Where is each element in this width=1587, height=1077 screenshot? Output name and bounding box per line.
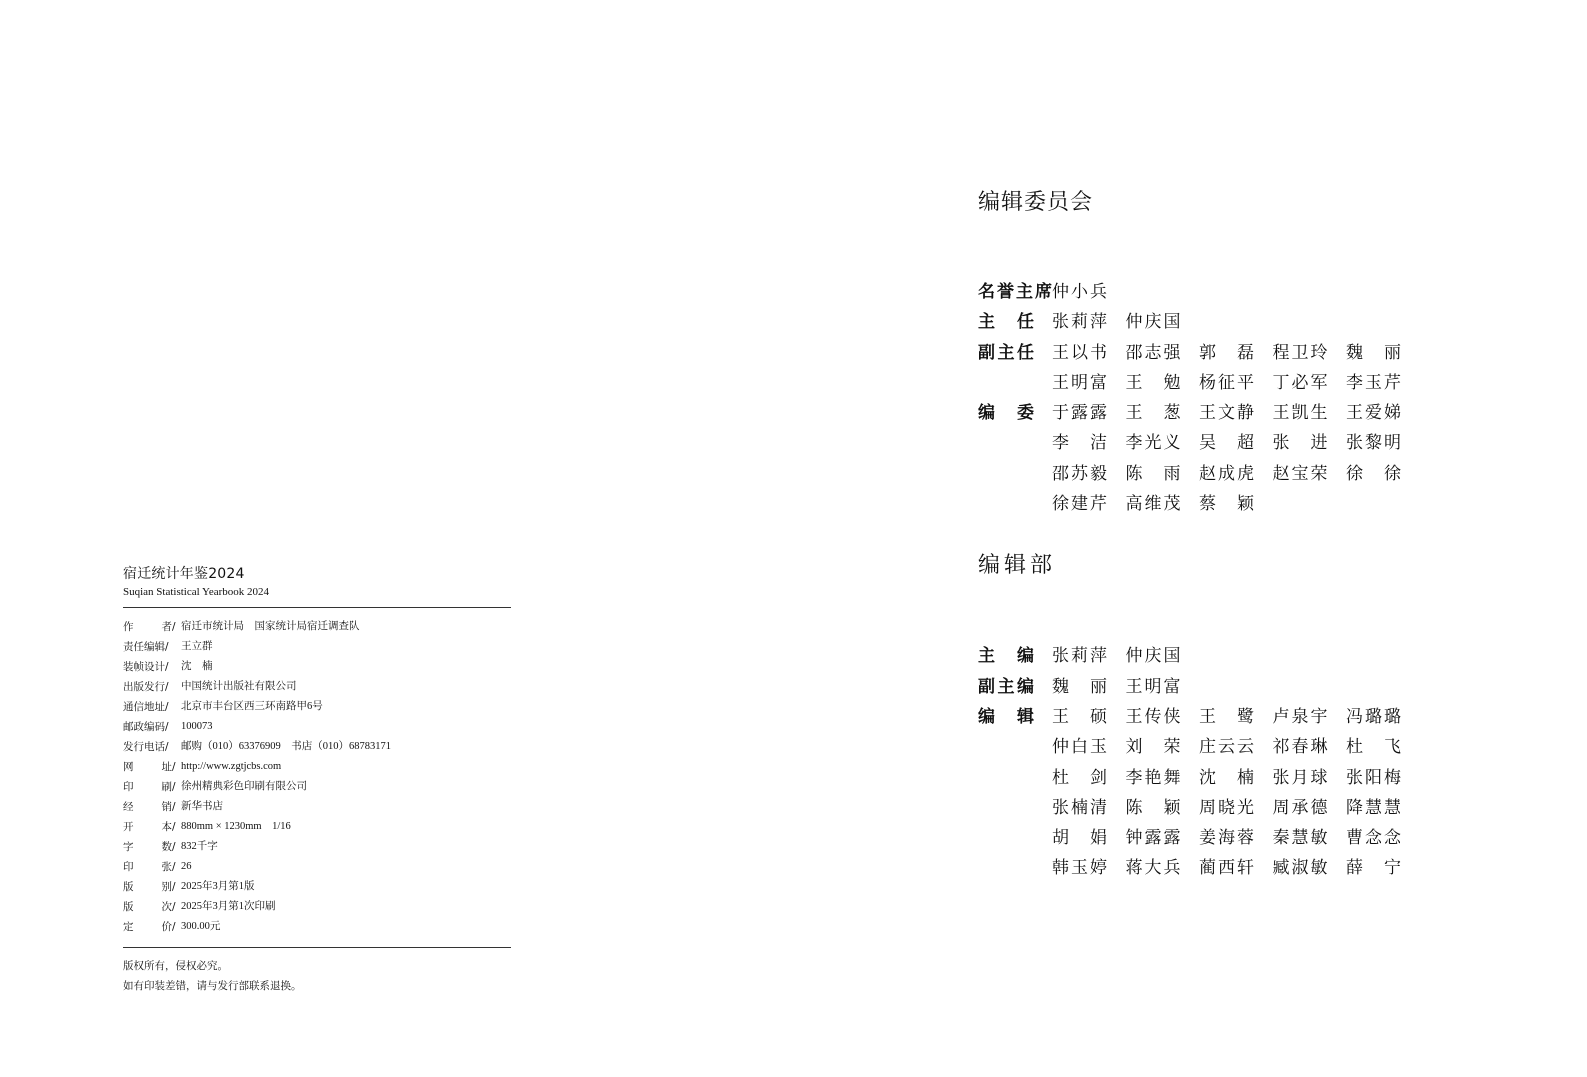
member-name: 仲 庆 国 <box>1125 646 1181 667</box>
imprint-key: 印 张 / <box>123 861 176 873</box>
member-name: 王 明 富 <box>1052 372 1107 393</box>
member-name: 仲 白 玉 <box>1052 737 1107 758</box>
member-name: 卢 泉 宇 <box>1272 706 1328 727</box>
member-name: 钟 露 露 <box>1125 828 1181 849</box>
member-name: 秦 慧 敏 <box>1272 828 1328 849</box>
imprint-key: 版 别 / <box>123 881 176 893</box>
member-name: 王 以 书 <box>1052 342 1107 363</box>
member-name: 高 维 茂 <box>1125 494 1181 515</box>
imprint-value: 宿迁市统计局 国家统计局宿迁调查队 <box>181 621 360 632</box>
name-list <box>1052 338 1401 399</box>
member-name: 张 莉 萍 <box>1052 646 1107 667</box>
imprint-key: 通 信 地 址 / <box>123 701 169 713</box>
member-name: 王 传 侠 <box>1125 706 1181 727</box>
member-name: 陈 颖 <box>1125 797 1181 818</box>
imprint-row <box>123 877 511 897</box>
imprint-value: 2025年3月第1次印刷 <box>181 901 276 912</box>
imprint-key: 定 价 / <box>123 921 176 933</box>
top-divider <box>123 607 511 608</box>
member-name: 张 莉 萍 <box>1052 312 1107 333</box>
imprint-row <box>123 797 511 817</box>
imprint-key: 邮 政 编 码 / <box>123 721 169 733</box>
member-name: 胡 娟 <box>1052 828 1107 849</box>
imprint-value: 北京市丰台区西三环南路甲6号 <box>181 701 323 712</box>
role-label: 副 主 任 <box>978 342 1034 363</box>
member-name: 蔡 颖 <box>1199 494 1254 515</box>
imprint-value: http://www.zgtjcbs.com <box>181 761 282 772</box>
book-title-english: Suqian Statistical Yearbook 2024 <box>123 586 270 598</box>
member-name: 徐 建 芹 <box>1052 494 1107 515</box>
member-name: 李 洁 <box>1052 433 1107 454</box>
role-label: 名 誉 主 席 <box>978 282 1052 302</box>
role-row <box>978 277 1438 307</box>
imprint-key: 开 本 / <box>123 821 176 833</box>
member-name: 邵 苏 毅 <box>1052 463 1107 484</box>
member-name: 杜 飞 <box>1346 737 1401 758</box>
member-name: 王 爱 娣 <box>1346 403 1401 424</box>
imprint-value: 新华书店 <box>181 801 223 812</box>
imprint-value: 880mm × 1230mm 1/16 <box>181 821 291 832</box>
role-label: 主 任 <box>978 312 1034 333</box>
member-name: 李 艳 舞 <box>1125 767 1181 788</box>
member-name: 张 阳 梅 <box>1346 767 1401 788</box>
name-list <box>1052 702 1401 884</box>
member-name: 杨 征 平 <box>1199 372 1254 393</box>
imprint-row <box>123 777 511 797</box>
imprint-row <box>123 897 511 917</box>
member-name: 徐 徐 <box>1346 463 1401 484</box>
imprint-value: 832千字 <box>181 841 218 852</box>
committee-listing <box>978 188 1438 884</box>
copyright-notes <box>123 956 511 996</box>
role-label: 编 委 <box>978 403 1034 424</box>
imprint-row <box>123 737 511 757</box>
imprint-value: 中国统计出版社有限公司 <box>181 681 297 692</box>
imprint-row <box>123 837 511 857</box>
role-row <box>978 338 1438 399</box>
editorial-department-roles <box>978 641 1438 883</box>
member-name: 王 葱 <box>1125 403 1181 424</box>
imprint-key: 出 版 发 行 / <box>123 681 169 693</box>
copyright-note: 版权所有，侵权必究。 <box>123 960 228 972</box>
member-name: 张 楠 清 <box>1052 797 1107 818</box>
editorial-department-title: 编辑部 <box>978 553 1057 579</box>
member-name: 刘 荣 <box>1125 737 1181 758</box>
member-name: 魏 丽 <box>1052 676 1107 697</box>
member-name: 周 承 德 <box>1272 797 1328 818</box>
imprint-row <box>123 657 511 677</box>
member-name: 郭 磊 <box>1199 342 1254 363</box>
member-name: 陈 雨 <box>1125 463 1181 484</box>
imprint-key: 作 者 / <box>123 621 176 633</box>
imprint-value: 2025年3月第1版 <box>181 881 255 892</box>
imprint-key: 版 次 / <box>123 901 176 913</box>
member-name: 冯 璐 璐 <box>1346 706 1401 727</box>
member-name: 杜 剑 <box>1052 767 1107 788</box>
member-name: 张 月 球 <box>1272 767 1328 788</box>
member-name: 张 黎 明 <box>1346 433 1401 454</box>
role-row <box>978 398 1438 519</box>
imprint-block <box>123 565 511 996</box>
member-name: 王 文 静 <box>1199 403 1254 424</box>
imprint-row <box>123 917 511 937</box>
member-name: 于 露 露 <box>1052 403 1107 424</box>
book-title: 宿迁统计年鉴2024 <box>123 566 245 582</box>
member-name: 臧 淑 敏 <box>1272 858 1328 879</box>
member-name: 仲 小 兵 <box>1052 282 1107 302</box>
imprint-row <box>123 637 511 657</box>
role-row <box>978 702 1438 884</box>
bottom-divider <box>123 947 511 948</box>
imprint-key: 发 行 电 话 / <box>123 741 169 753</box>
imprint-value: 邮购（010）63376909 书店（010）68783171 <box>181 741 391 752</box>
member-name: 王 凯 生 <box>1272 403 1328 424</box>
member-name: 王 鹭 <box>1199 706 1254 727</box>
name-list <box>1052 277 1401 307</box>
imprint-key: 经 销 / <box>123 801 176 813</box>
member-name: 降 慧 慧 <box>1346 797 1401 818</box>
member-name: 姜 海 蓉 <box>1199 828 1254 849</box>
imprint-key: 印 刷 / <box>123 781 176 793</box>
member-name: 祁 春 琳 <box>1272 737 1328 758</box>
member-name: 李 玉 芹 <box>1346 372 1401 393</box>
member-name: 沈 楠 <box>1199 767 1254 788</box>
imprint-row <box>123 857 511 877</box>
member-name: 邵 志 强 <box>1125 342 1181 363</box>
member-name: 蔺 西 轩 <box>1199 858 1254 879</box>
imprint-value: 100073 <box>181 721 213 732</box>
editorial-committee-roles <box>978 277 1438 519</box>
member-name: 王 明 富 <box>1125 676 1181 697</box>
member-name: 赵 宝 荣 <box>1272 463 1328 484</box>
member-name: 王 勉 <box>1125 372 1181 393</box>
member-name: 庄 云 云 <box>1199 737 1254 758</box>
member-name: 张 进 <box>1272 433 1328 454</box>
member-name: 仲 庆 国 <box>1125 312 1181 333</box>
role-label: 编 辑 <box>978 706 1034 727</box>
name-list <box>1052 672 1401 702</box>
imprint-rows <box>123 617 511 937</box>
member-name: 薛 宁 <box>1346 858 1401 879</box>
imprint-row <box>123 617 511 637</box>
role-row <box>978 672 1438 702</box>
member-name: 程 卫 玲 <box>1272 342 1328 363</box>
role-row <box>978 641 1438 671</box>
member-name: 韩 玉 婷 <box>1052 858 1107 879</box>
imprint-row <box>123 817 511 837</box>
imprint-value: 26 <box>181 861 192 872</box>
member-name: 王 硕 <box>1052 706 1107 727</box>
imprint-value: 王立群 <box>181 641 213 652</box>
member-name: 赵 成 虎 <box>1199 463 1254 484</box>
imprint-value: 沈 楠 <box>181 661 213 672</box>
member-name: 丁 必 军 <box>1272 372 1328 393</box>
member-name: 周 晓 光 <box>1199 797 1254 818</box>
imprint-row <box>123 757 511 777</box>
name-list <box>1052 398 1401 519</box>
imprint-key: 装 帧 设 计 / <box>123 661 169 673</box>
imprint-key: 责 任 编 辑 / <box>123 641 169 653</box>
name-list <box>1052 641 1401 671</box>
imprint-row <box>123 677 511 697</box>
role-label: 主 编 <box>978 646 1034 667</box>
imprint-key: 字 数 / <box>123 841 176 853</box>
name-list <box>1052 307 1401 337</box>
copyright-note: 如有印装差错，请与发行部联系退换。 <box>123 980 302 992</box>
member-name: 曹 念 念 <box>1346 828 1401 849</box>
member-name: 李 光 义 <box>1125 433 1181 454</box>
imprint-row <box>123 717 511 737</box>
imprint-key: 网 址 / <box>123 761 176 773</box>
member-name: 蒋 大 兵 <box>1125 858 1181 879</box>
imprint-row <box>123 697 511 717</box>
editorial-committee-title: 编辑委员会 <box>978 190 1094 215</box>
imprint-value: 徐州精典彩色印刷有限公司 <box>181 781 307 792</box>
imprint-value: 300.00元 <box>181 921 221 932</box>
role-label: 副 主 编 <box>978 676 1034 697</box>
role-row <box>978 307 1438 337</box>
member-name: 吴 超 <box>1199 433 1254 454</box>
member-name: 魏 丽 <box>1346 342 1401 363</box>
